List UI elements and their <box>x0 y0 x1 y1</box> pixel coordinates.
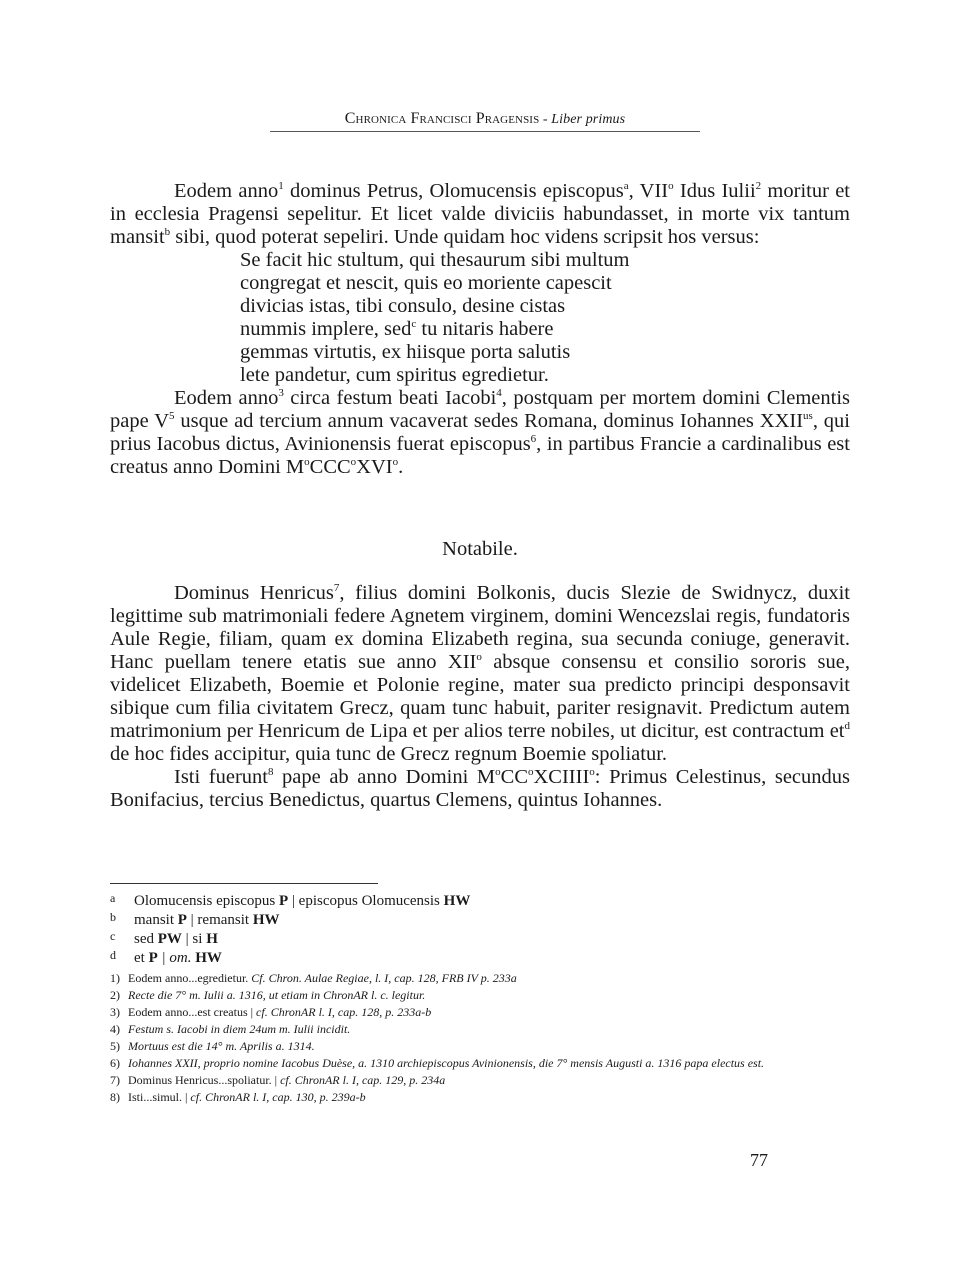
note-number: 3) <box>110 1005 120 1019</box>
note-ref: a <box>623 180 629 192</box>
note-text: | om. <box>157 950 196 966</box>
footnote-rule <box>110 883 378 884</box>
note-citation: Mortuus est die 14° m. Aprilis a. 1314. <box>128 1039 315 1053</box>
apparatus-note <box>110 949 850 968</box>
verse-block <box>240 249 850 387</box>
siglum: HW <box>195 950 222 966</box>
siglum: P <box>278 893 289 909</box>
text-run: circa festum beati Iacobi <box>283 387 497 409</box>
note-number: 2) <box>110 988 120 1002</box>
note-text: sed <box>134 931 158 947</box>
note-citation: Recte die 7° m. Iulii a. 1316, ut etiam in ChronAR l. c. legitur. <box>128 988 426 1002</box>
apparatus-notes <box>110 892 850 968</box>
note-text: Isti...simul. | <box>128 1090 191 1104</box>
note-text: et <box>134 950 149 966</box>
text-run: , VII <box>628 180 669 202</box>
paragraph-1 <box>110 180 850 249</box>
note-ref: d <box>844 720 850 732</box>
note-text: Eodem anno...egredietur. <box>128 971 252 985</box>
note-citation: Festum s. Iacobi in diem 24um m. Iulii incidit. <box>128 1022 351 1036</box>
note-ref: 1 <box>278 180 284 192</box>
footnotes <box>110 892 850 1106</box>
note-text: Eodem anno...est creatus | <box>128 1005 257 1019</box>
text-run: nummis implere, sed <box>240 318 412 340</box>
source-note <box>110 1089 850 1106</box>
verse-line: divicias istas, tibi consulo, desine cistas <box>240 295 566 317</box>
note-text: | si <box>181 931 207 947</box>
note-number: 6) <box>110 1056 120 1070</box>
note-number: 7) <box>110 1073 120 1087</box>
text-run: de hoc fides accipitur, quia tunc de Grecz regnum Boemie spoliatur. <box>110 743 668 765</box>
siglum: PW <box>157 931 182 947</box>
note-number: 8) <box>110 1090 120 1104</box>
note-citation: cf. ChronAR l. I, cap. 129, p. 234a <box>280 1073 446 1087</box>
verse-line: congregat et nescit, quis eo moriente capescit <box>240 272 612 294</box>
text-run: CCC <box>309 456 351 478</box>
note-text: mansit <box>134 912 178 928</box>
running-head-title: Chronica Francisci Pragensis <box>344 110 540 127</box>
text-run: XCIIII <box>533 766 590 788</box>
superscript: o <box>528 766 534 778</box>
superscript: o <box>476 651 482 663</box>
note-mark: b <box>110 910 116 924</box>
text-run: , qui prius Iacobus dictus, Avinionensis fuerat episcopus <box>110 410 851 455</box>
apparatus-note <box>110 930 850 949</box>
note-ref: 6 <box>530 433 537 445</box>
note-number: 5) <box>110 1039 120 1053</box>
page-number: 77 <box>750 1150 768 1170</box>
note-citation: cf. ChronAR l. I, cap. 128, p. 233a-b <box>256 1005 432 1019</box>
note-number: 1) <box>110 971 120 985</box>
source-note <box>110 1038 850 1055</box>
note-text: | episcopus Olomucensis <box>288 893 444 909</box>
verse-line: Se facit hic stultum, qui thesaurum sibi multum <box>240 249 630 271</box>
note-citation: cf. ChronAR l. I, cap. 130, p. 239a-b <box>190 1090 366 1104</box>
note-ref: 8 <box>267 766 274 778</box>
text-run: sibi, quod poterat sepeliri. Unde quidam hoc videns scripsit hos versus: <box>170 226 760 248</box>
text-run: usque ad tercium annum vacaverat sedes Romana, dominus Iohannes XXII <box>174 410 804 432</box>
text-run: Dominus Henricus <box>174 582 334 604</box>
verse-line <box>240 318 850 341</box>
source-note <box>110 1072 850 1089</box>
text-run: , filius domini Bolkonis, ducis Slezie de Swidnycz, duxit legittime sub matrimoniali federe Agnetem virginem, domini Wencezslai regis, fundatoris Aule Regie, filiam, quam ex domina Elizabeth regina, sua secunda coniuge, generavit. Hanc puellam tenere etatis sue anno XII <box>110 582 850 673</box>
superscript: o <box>350 456 357 468</box>
source-note <box>110 1004 850 1021</box>
siglum: H <box>206 931 218 947</box>
verse-line: lete pandetur, cum spiritus egredietur. <box>240 364 549 386</box>
paragraph-4 <box>110 766 850 812</box>
text-run: Isti fuerunt <box>174 766 268 788</box>
text-run: , in partibus Francie a cardinalibus est creatus anno Domini M <box>110 433 850 478</box>
note-ref: 2 <box>755 180 762 192</box>
superscript: o <box>392 456 399 468</box>
note-number: 4) <box>110 1022 120 1036</box>
siglum: P <box>148 950 158 966</box>
running-head-separator: - <box>539 112 552 127</box>
text-run: : Primus Celestinus, secundus Bonifacius, tercius Benedictus, quartus Clemens, quintus Iohannes. <box>110 766 851 811</box>
paragraph-3 <box>110 582 850 766</box>
running-head-book: Liber primus <box>551 112 626 127</box>
text-run: dominus Petrus, Olomucensis episcopus <box>283 180 624 202</box>
note-citation: Iohannes XXII, proprio nomine Iacobus Duèse, a. 1310 archiepiscopus Avinionensis, die 7° mensis Augusti a. 1316 papa electus est. <box>128 1056 765 1070</box>
siglum: HW <box>443 893 471 909</box>
note-text: Olomucensis episcopus <box>134 893 279 909</box>
text-run: pape ab anno Domini M <box>273 766 496 788</box>
text-run: Eodem anno <box>174 180 279 202</box>
note-mark: a <box>110 891 116 905</box>
note-text: Dominus Henricus...spoliatur. | <box>128 1073 281 1087</box>
note-ref: b <box>164 226 171 238</box>
text-run: tu nitaris habere <box>416 318 554 340</box>
note-ref: 7 <box>333 582 340 594</box>
apparatus-note <box>110 892 850 911</box>
note-mark: d <box>110 948 116 962</box>
section-2 <box>110 582 850 812</box>
paragraph-2 <box>110 387 850 479</box>
note-ref: c <box>411 318 417 330</box>
note-mark: c <box>110 929 116 943</box>
superscript: o <box>304 456 310 468</box>
note-ref: 5 <box>169 410 175 422</box>
text-run: Eodem anno <box>174 387 279 409</box>
note-text: | remansit <box>186 912 253 928</box>
section-heading: Notabile. <box>442 538 518 560</box>
note-citation: Cf. Chron. Aulae Regiae, l. I, cap. 128, FRB IV p. 233a <box>251 971 517 985</box>
superscript: us <box>803 410 813 422</box>
apparatus-note <box>110 911 850 930</box>
siglum: P <box>177 912 187 928</box>
source-note <box>110 987 850 1004</box>
text-run: , postquam per mortem domini Clementis pape V <box>110 387 850 432</box>
section-1 <box>110 180 850 479</box>
running-head <box>270 110 700 132</box>
text-run: absque consensu et consilio sororis sue, videlicet Elizabeth, Boemie et Polonie regine, mater sua predicto principi desponsavit sibique cum filia civitatem Grecz, quam tunc habuit, pariter resignavit. Predictum autem matrimonium per Henricum de Lipa et per alios terre nobiles, ut dicitur, est contractum et <box>110 651 850 742</box>
note-ref: 3 <box>278 387 284 399</box>
text-run: XVI <box>356 456 393 478</box>
verse-line: gemmas virtutis, ex hiisque porta salutis <box>240 341 571 363</box>
superscript: o <box>668 180 674 192</box>
source-note <box>110 1055 850 1072</box>
text-run: . <box>398 456 404 478</box>
superscript: o <box>589 766 595 778</box>
text-run: moritur et in ecclesia Pragensi sepelitur. Et licet valde diviciis habundasset, in morte vix tantum mansit <box>110 180 850 248</box>
note-ref: 4 <box>496 387 502 399</box>
siglum: HW <box>252 912 280 928</box>
text-run: CC <box>500 766 528 788</box>
source-note <box>110 970 850 987</box>
source-notes <box>110 970 850 1106</box>
source-note <box>110 1021 850 1038</box>
superscript: o <box>495 766 501 778</box>
text-run: Idus Iulii <box>673 180 756 202</box>
